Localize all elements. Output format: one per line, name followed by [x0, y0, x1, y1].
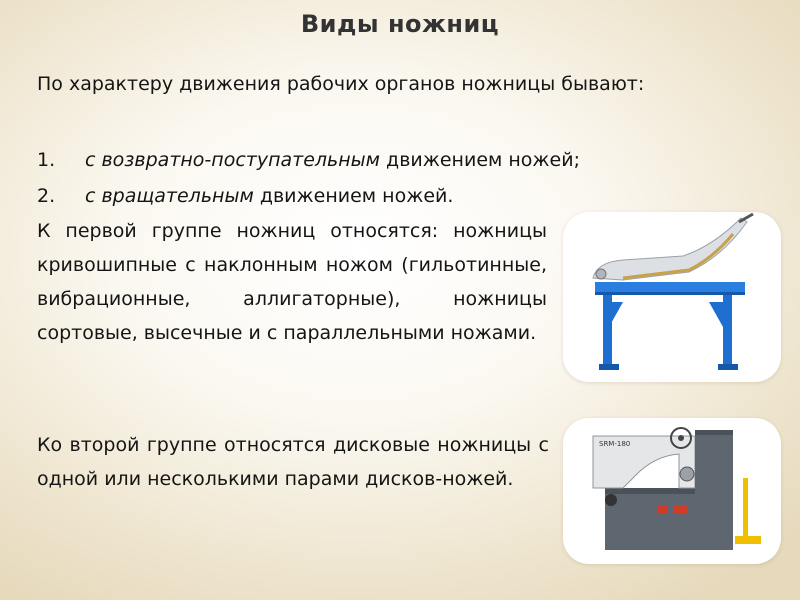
list-number: 1. [37, 149, 56, 171]
list-item [37, 178, 764, 214]
guillotine-shears-icon [563, 212, 781, 382]
list-number: 2. [37, 185, 56, 207]
slide-title: Виды ножниц [300, 10, 500, 38]
disc-shears-image [563, 418, 781, 564]
list-item-text: движением ножей; [380, 149, 580, 171]
list-item-text: движением ножей. [253, 185, 454, 207]
guillotine-shears-image [563, 212, 781, 382]
first-group-paragraph: К первой группе ножниц относятся: ножницы кривошипные с наклонным ножом (гильотинные, вибрационные, аллигаторные), ножницы сортовые, высечные и с параллельными ножами. [37, 220, 547, 344]
intro-text: По характеру движения рабочих органов ножницы бывают: [37, 73, 645, 95]
list-item [37, 142, 764, 178]
list-item-italic: с вращательным [85, 185, 254, 207]
list-item-italic: с возвратно-поступательным [85, 149, 381, 171]
disc-shears-machine-icon [563, 418, 781, 564]
types-list [37, 142, 764, 214]
second-group-paragraph: Ко второй группе относятся дисковые ножницы с одной или несколькими парами дисков-ножей. [37, 434, 549, 490]
model-label: SRM-180 [599, 440, 631, 448]
